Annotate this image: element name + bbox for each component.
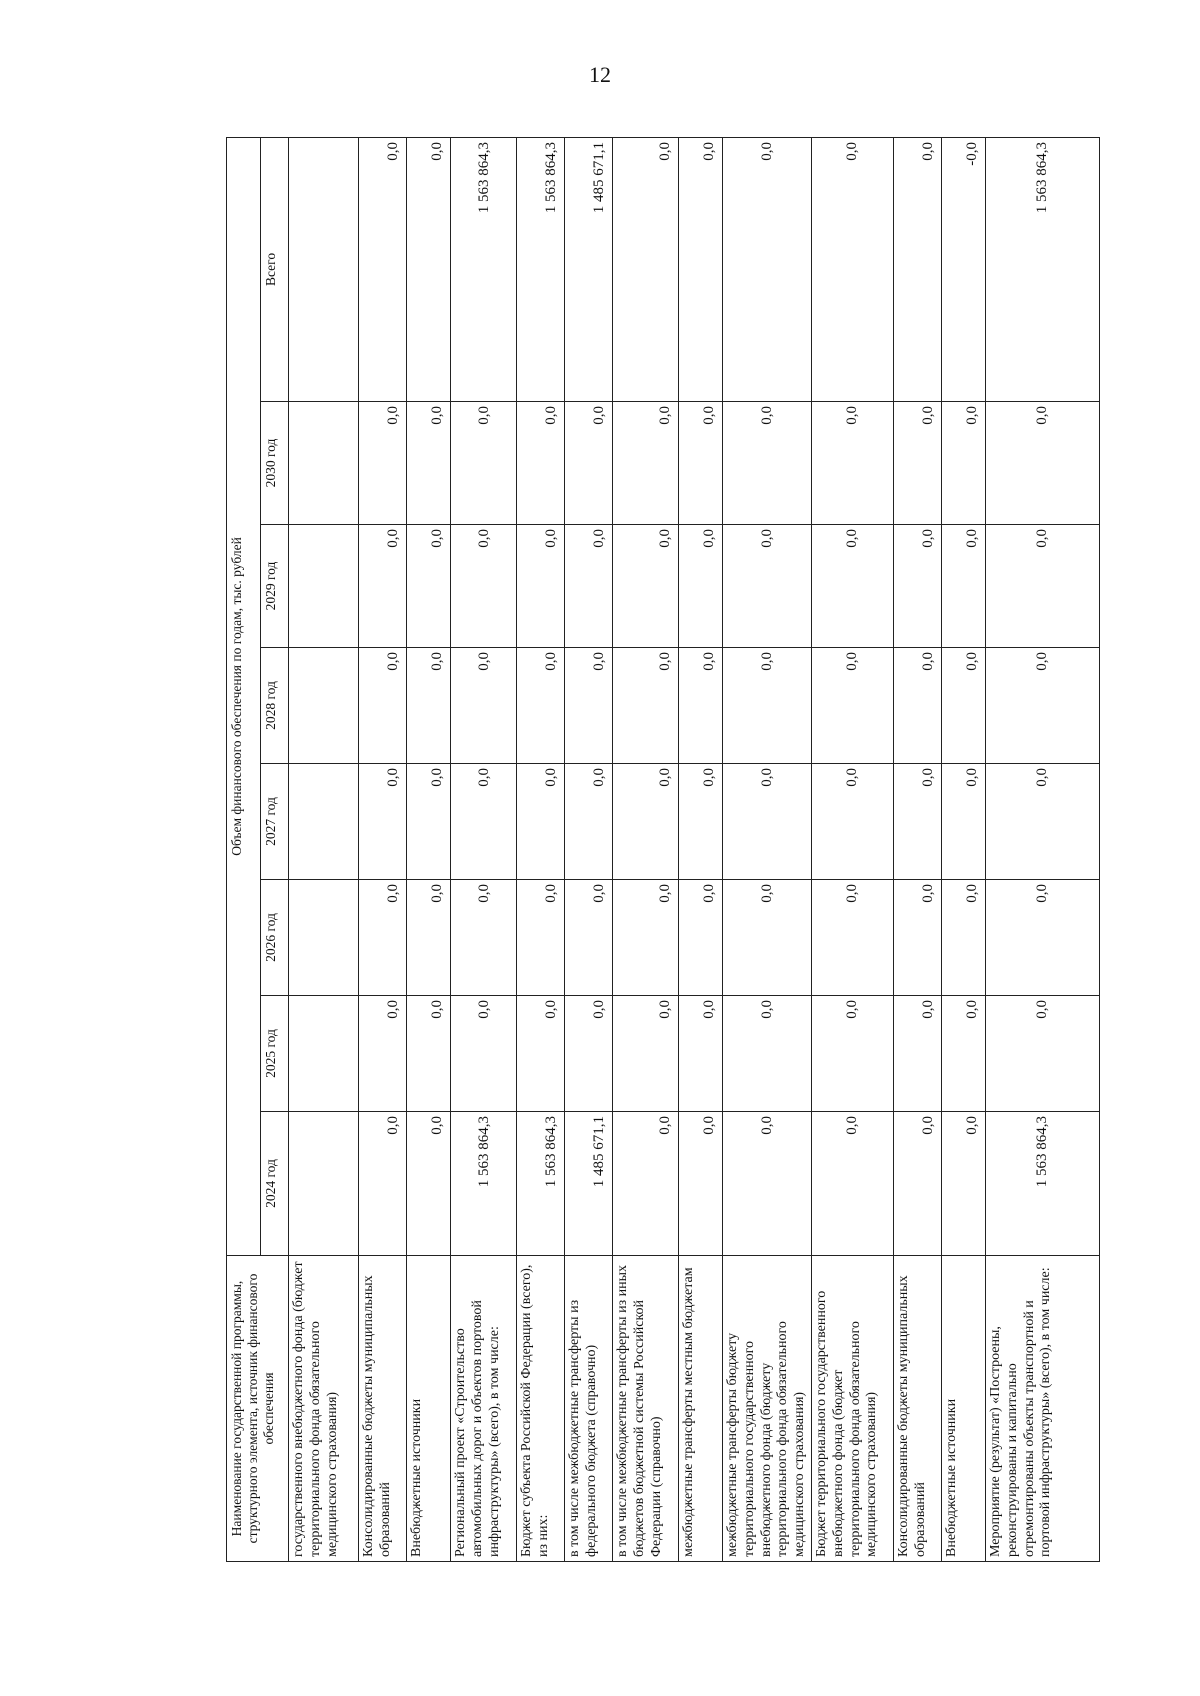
row-value: 0,0 [811, 1112, 893, 1256]
row-value: 0,0 [679, 996, 723, 1112]
row-value: 0,0 [613, 525, 679, 648]
header-year-2: 2026 год [261, 880, 289, 996]
row-name: Мероприятие (результат) «Построены, реконструированы и капитально отремонтированы объекты транспортной и портовой инфраструктуры» (всего), в том числе: [985, 1256, 1099, 1562]
row-value: 0,0 [723, 137, 812, 401]
row-value: 0,0 [811, 648, 893, 764]
table-row [811, 137, 893, 1561]
row-name: Бюджет территориального государственного внебюджетного фонда (бюджет территориального фонда обязательного медицинского страхования) [811, 1256, 893, 1562]
row-value: 0,0 [679, 880, 723, 996]
row-value: 0,0 [985, 402, 1099, 525]
table-row [985, 137, 1099, 1561]
row-value: 0,0 [893, 525, 941, 648]
row-value: 1 563 864,3 [985, 1112, 1099, 1256]
row-value: 0,0 [359, 764, 407, 880]
row-value [289, 137, 359, 401]
row-value: 0,0 [517, 648, 565, 764]
row-value: 0,0 [407, 764, 451, 880]
row-value: 0,0 [893, 880, 941, 996]
row-value: 1 485 671,1 [565, 137, 613, 401]
header-year-4: 2028 год [261, 648, 289, 764]
row-value: 0,0 [679, 402, 723, 525]
row-value: 0,0 [985, 996, 1099, 1112]
row-value: 0,0 [811, 137, 893, 401]
row-name: Внебюджетные источники [407, 1256, 451, 1562]
row-name: в том числе межбюджетные трансферты из иных бюджетов бюджетной системы Российской Федерации (справочно) [613, 1256, 679, 1562]
row-value [289, 996, 359, 1112]
row-value: 0,0 [451, 996, 517, 1112]
table-row [407, 137, 451, 1561]
row-name: межбюджетные трансферты бюджету территориального государственного внебюджетного фонда (бюджету территориального фонда обязательного медицинского страхования) [723, 1256, 812, 1562]
row-name: межбюджетные трансферты местным бюджетам [679, 1256, 723, 1562]
row-value: 0,0 [359, 137, 407, 401]
table-row [941, 137, 985, 1561]
row-value: 0,0 [941, 1112, 985, 1256]
row-value: 0,0 [407, 1112, 451, 1256]
row-value: 0,0 [893, 648, 941, 764]
header-year-3: 2027 год [261, 764, 289, 880]
row-value: 0,0 [893, 764, 941, 880]
row-value: 0,0 [985, 525, 1099, 648]
row-value: 0,0 [407, 525, 451, 648]
row-value: 0,0 [985, 764, 1099, 880]
row-value: 1 563 864,3 [517, 1112, 565, 1256]
row-value: 0,0 [613, 1112, 679, 1256]
row-value: 0,0 [613, 648, 679, 764]
row-value [289, 525, 359, 648]
row-value: 0,0 [613, 137, 679, 401]
table-row [359, 137, 407, 1561]
header-year-7: Всего [261, 137, 289, 401]
row-value: 0,0 [679, 1112, 723, 1256]
row-value: 0,0 [451, 764, 517, 880]
row-value: 1 563 864,3 [451, 1112, 517, 1256]
row-value: 0,0 [941, 648, 985, 764]
table-row [517, 137, 565, 1561]
row-value: 0,0 [811, 402, 893, 525]
row-value: 0,0 [811, 880, 893, 996]
row-value: 0,0 [517, 402, 565, 525]
row-value: 0,0 [679, 648, 723, 764]
row-value: 0,0 [359, 1112, 407, 1256]
row-value [289, 764, 359, 880]
row-value: 0,0 [811, 525, 893, 648]
row-value [289, 1112, 359, 1256]
row-value: 0,0 [893, 137, 941, 401]
row-value: 0,0 [613, 402, 679, 525]
row-value: 0,0 [517, 996, 565, 1112]
row-value: 0,0 [407, 402, 451, 525]
row-value: 0,0 [811, 996, 893, 1112]
header-year-1: 2025 год [261, 996, 289, 1112]
header-year-6: 2030 год [261, 402, 289, 525]
row-value: 0,0 [723, 525, 812, 648]
row-value: 0,0 [451, 402, 517, 525]
row-name: Внебюджетные источники [941, 1256, 985, 1562]
table-row [723, 137, 812, 1561]
row-value: 0,0 [407, 996, 451, 1112]
row-value: 0,0 [565, 880, 613, 996]
financing-table [226, 137, 1100, 1562]
row-value [289, 880, 359, 996]
row-value: 0,0 [451, 880, 517, 996]
row-value: 0,0 [613, 764, 679, 880]
row-value: 1 485 671,1 [565, 1112, 613, 1256]
row-value: 0,0 [565, 996, 613, 1112]
row-value: 0,0 [941, 402, 985, 525]
row-value: -0,0 [941, 137, 985, 401]
row-value: 0,0 [407, 137, 451, 401]
row-value: 1 563 864,3 [517, 137, 565, 401]
row-value: 0,0 [613, 880, 679, 996]
rotated-table-wrapper [226, 138, 1090, 1562]
row-value: 0,0 [517, 764, 565, 880]
row-name: Региональный проект «Строительство автомобильных дорог и объектов портовой инфраструктуры» (всего), в том числе: [451, 1256, 517, 1562]
row-value: 0,0 [679, 525, 723, 648]
row-value: 0,0 [941, 764, 985, 880]
row-name: в том числе межбюджетные трансферты из федерального бюджета (справочно) [565, 1256, 613, 1562]
row-value: 0,0 [811, 764, 893, 880]
row-value: 0,0 [723, 764, 812, 880]
row-value: 0,0 [679, 137, 723, 401]
row-value: 0,0 [359, 996, 407, 1112]
row-value [289, 402, 359, 525]
row-value: 0,0 [941, 880, 985, 996]
row-value: 0,0 [723, 880, 812, 996]
row-value: 0,0 [723, 402, 812, 525]
row-value: 0,0 [565, 764, 613, 880]
row-name: Бюджет субъекта Российской Федерации (всего), из них: [517, 1256, 565, 1562]
row-value: 0,0 [565, 648, 613, 764]
row-value: 0,0 [613, 996, 679, 1112]
row-value: 0,0 [359, 880, 407, 996]
row-value: 0,0 [723, 648, 812, 764]
table-row [565, 137, 613, 1561]
row-value: 0,0 [407, 648, 451, 764]
row-name: Консолидированные бюджеты муниципальных образований [893, 1256, 941, 1562]
table-row [679, 137, 723, 1561]
row-value: 0,0 [407, 880, 451, 996]
row-value: 0,0 [941, 525, 985, 648]
row-value: 0,0 [679, 764, 723, 880]
row-value: 0,0 [517, 525, 565, 648]
header-volume-group: Объем финансового обеспечения по годам, тыс. рублей [227, 137, 261, 1255]
row-value: 0,0 [941, 996, 985, 1112]
row-value: 1 563 864,3 [451, 137, 517, 401]
row-value: 0,0 [985, 648, 1099, 764]
row-name: государственного внебюджетного фонда (бюджет территориального фонда обязательного медицинского страхования) [289, 1256, 359, 1562]
table-row [289, 137, 359, 1561]
page-number: 12 [589, 62, 611, 87]
row-value: 0,0 [565, 525, 613, 648]
row-value: 0,0 [985, 880, 1099, 996]
row-value: 0,0 [723, 1112, 812, 1256]
header-name-column: Наименование государственной программы, структурного элемента, источник финансового обеспечения [227, 1256, 289, 1562]
row-value: 1 563 864,3 [985, 137, 1099, 401]
row-value: 0,0 [723, 996, 812, 1112]
header-year-5: 2029 год [261, 525, 289, 648]
table-row [613, 137, 679, 1561]
row-name: Консолидированные бюджеты муниципальных образований [359, 1256, 407, 1562]
table-row [451, 137, 517, 1561]
header-year-0: 2024 год [261, 1112, 289, 1256]
row-value: 0,0 [359, 525, 407, 648]
row-value: 0,0 [451, 648, 517, 764]
row-value: 0,0 [517, 880, 565, 996]
row-value: 0,0 [893, 996, 941, 1112]
row-value: 0,0 [893, 1112, 941, 1256]
row-value [289, 648, 359, 764]
row-value: 0,0 [359, 402, 407, 525]
row-value: 0,0 [451, 525, 517, 648]
row-value: 0,0 [565, 402, 613, 525]
table-row [893, 137, 941, 1561]
row-value: 0,0 [893, 402, 941, 525]
row-value: 0,0 [359, 648, 407, 764]
